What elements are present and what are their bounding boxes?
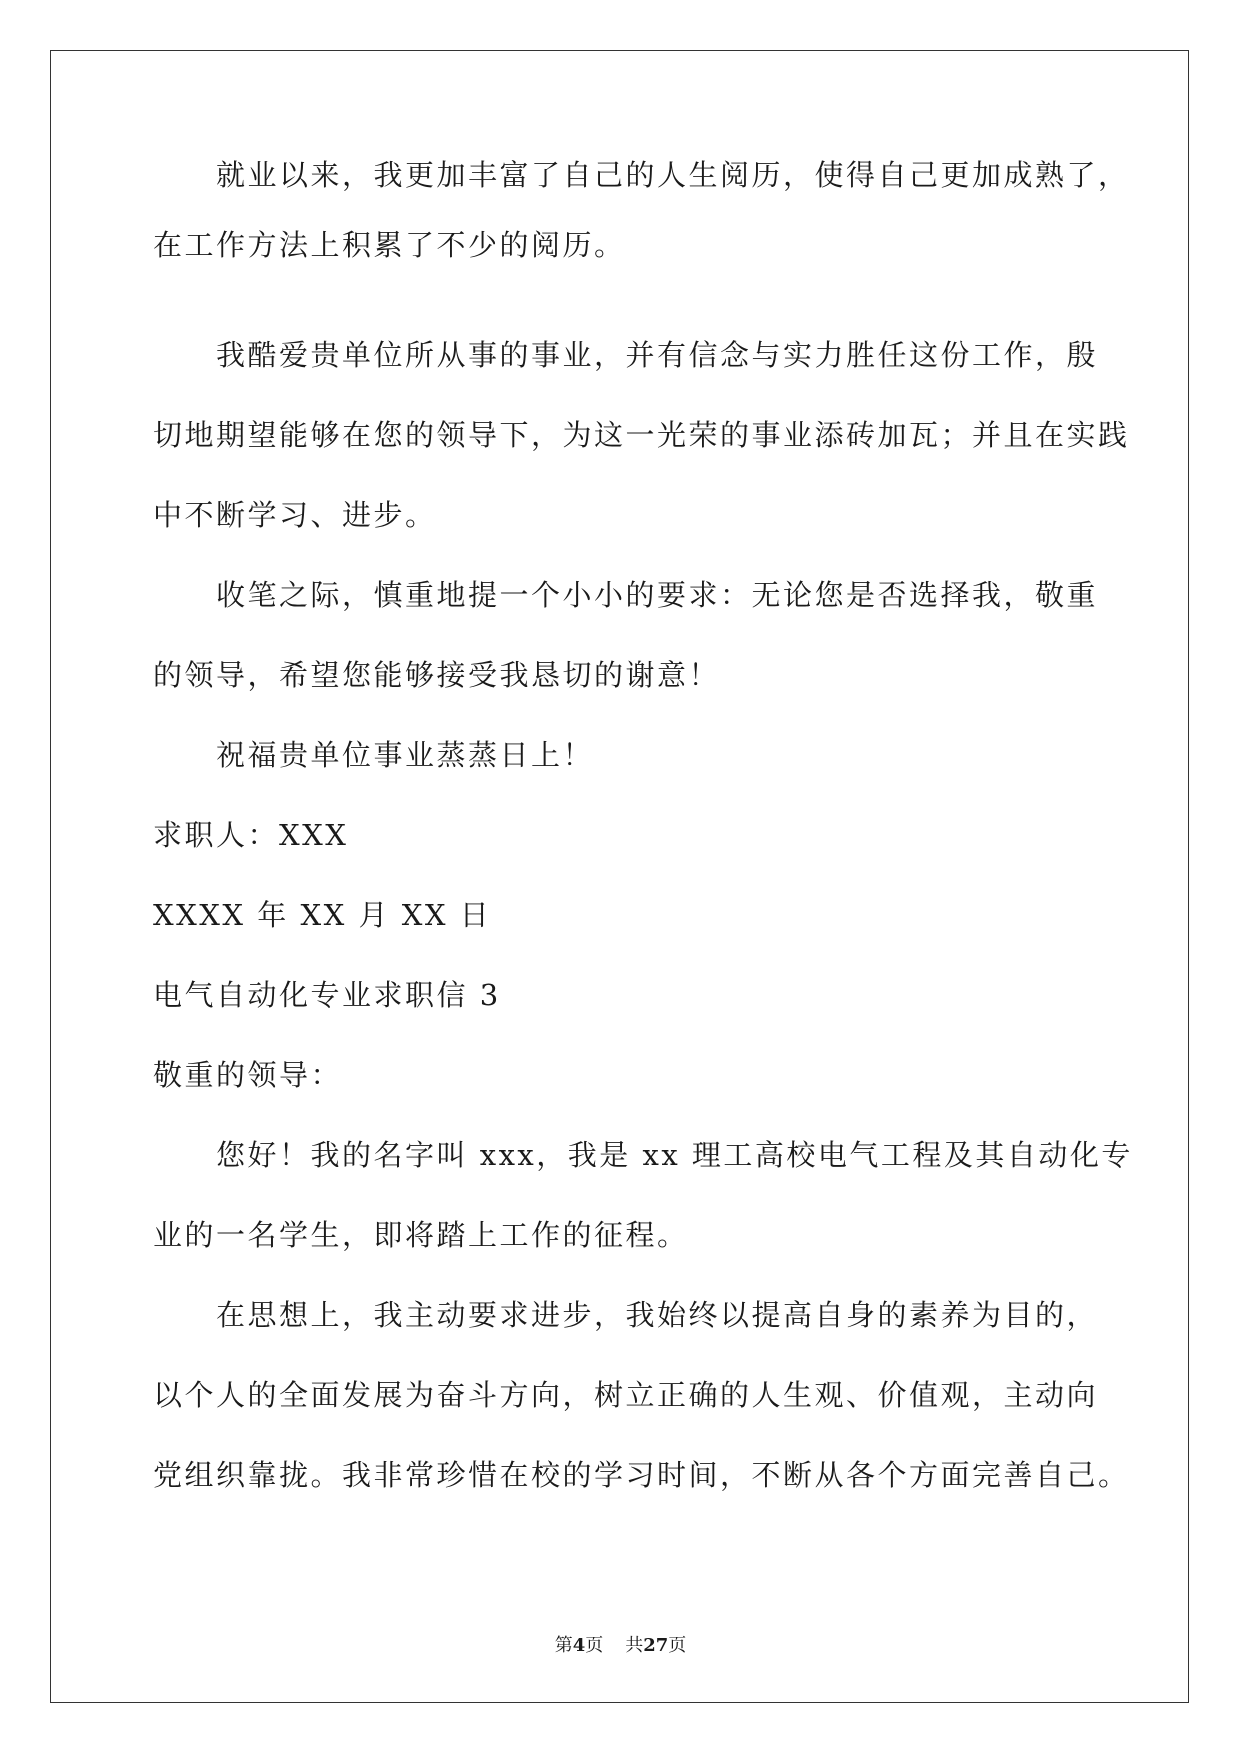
footer-total-suffix: 页	[668, 1635, 687, 1656]
paragraph-line: 祝福贵单位事业蒸蒸日上！	[216, 738, 595, 772]
signature-line: 求职人：XXX	[153, 818, 349, 852]
paragraph-line: 在工作方法上积累了不少的阅历。	[153, 228, 626, 262]
paragraph-line: 收笔之际，慎重地提一个小小的要求：无论您是否选择我，敬重	[216, 578, 1099, 612]
footer-page-total: 27	[643, 1635, 669, 1656]
page-border	[50, 50, 1189, 1703]
salutation-line: 敬重的领导：	[153, 1058, 343, 1092]
section-title: 电气自动化专业求职信 3	[153, 978, 501, 1012]
paragraph-line: 我酷爱贵单位所从事的事业，并有信念与实力胜任这份工作，殷	[216, 338, 1099, 372]
footer-page-prefix: 第	[554, 1635, 573, 1656]
date-line: XXXX 年 XX 月 XX 日	[153, 898, 492, 932]
paragraph-line: 党组织靠拢。我非常珍惜在校的学习时间，不断从各个方面完善自己。	[153, 1458, 1130, 1492]
page-footer	[0, 1635, 1241, 1657]
footer-page-number: 4	[572, 1635, 586, 1656]
paragraph-line: 您好！我的名字叫 xxx，我是 xx 理工高校电气工程及其自动化专	[216, 1138, 1133, 1172]
paragraph-line: 以个人的全面发展为奋斗方向，树立正确的人生观、价值观，主动向	[153, 1378, 1099, 1412]
paragraph-line: 业的一名学生，即将踏上工作的征程。	[153, 1218, 689, 1252]
paragraph-line: 就业以来，我更加丰富了自己的人生阅历，使得自己更加成熟了，	[216, 158, 1130, 192]
footer-total-prefix: 共	[625, 1635, 644, 1656]
paragraph-line: 的领导，希望您能够接受我恳切的谢意！	[153, 658, 721, 692]
paragraph-line: 中不断学习、进步。	[153, 498, 437, 532]
footer-page-suffix: 页	[585, 1635, 604, 1656]
paragraph-line: 在思想上，我主动要求进步，我始终以提高自身的素养为目的，	[216, 1298, 1099, 1332]
paragraph-line: 切地期望能够在您的领导下，为这一光荣的事业添砖加瓦；并且在实践	[153, 418, 1130, 452]
